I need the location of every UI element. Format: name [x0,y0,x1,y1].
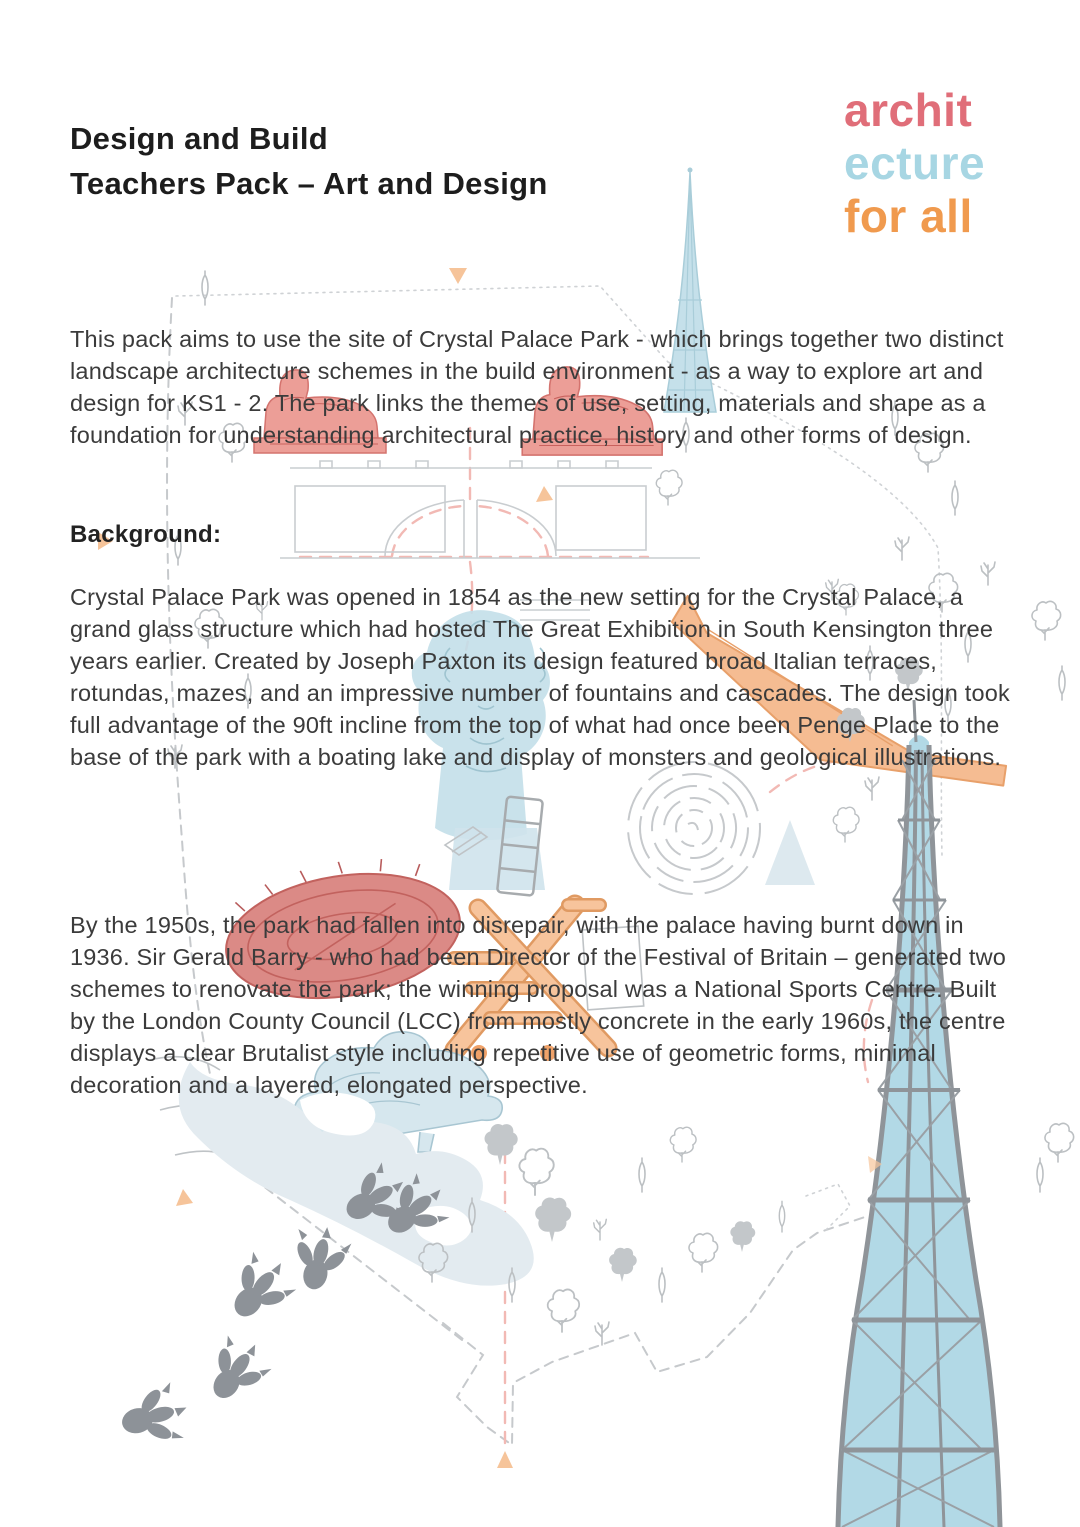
page-title-line1: Design and Build [70,120,328,156]
architecture-for-all-logo [844,84,985,243]
park-boundary-dashed [167,286,942,1445]
logo-word-ecture: ecture [844,137,986,189]
renovation-1950s-paragraph: By the 1950s, the park had fallen into disrepair, with the palace having burnt down in 1936. Sir Gerald Barry - who had been Director of the Festival of Britain – generated two schemes to renovate the park; the winning proposal was a National Sports Centre. Built by the London County Council (LCC) from mostly concrete in the early 1960s, the centre displays a clear Brutalist style including repetitive use of geometric forms, minimal decoration and a layered, elongated perspective. [70,911,1007,1098]
intro-paragraph: This pack aims to use the site of Crystal Palace Park - which brings together two distinct landscape architecture schemes in the build environment - as a way to explore art and design for KS1 - 2. The park links the themes of use, setting, materials and shape as a foundation for understanding architectural practice, history and other forms of design. [70,325,1004,448]
logo-word-for-all: for all [844,190,973,242]
page-title [70,116,548,206]
history-1854-paragraph: Crystal Palace Park was opened in 1854 as the new setting for the Crystal Palace, a grand glass structure which had hosted The Great Exhibition in South Kensington three years earlier. Created by Joseph Paxton its design featured broad Italian terraces, rotundas, mazes, and an impressive number of fountains and cascades. The design took full advantage of the 90ft incline from the top of what had once been Penge Place to the base of the park with a boating lake and display of monsters and geological illustrations. [70,583,1010,770]
page-title-line2: Teachers Pack – Art and Design [70,165,548,201]
transmitter-tower [838,700,1000,1527]
dinosaur-footprints [115,1158,457,1453]
logo-word-archit: archit [844,84,973,136]
background-heading: Background: [70,520,222,548]
